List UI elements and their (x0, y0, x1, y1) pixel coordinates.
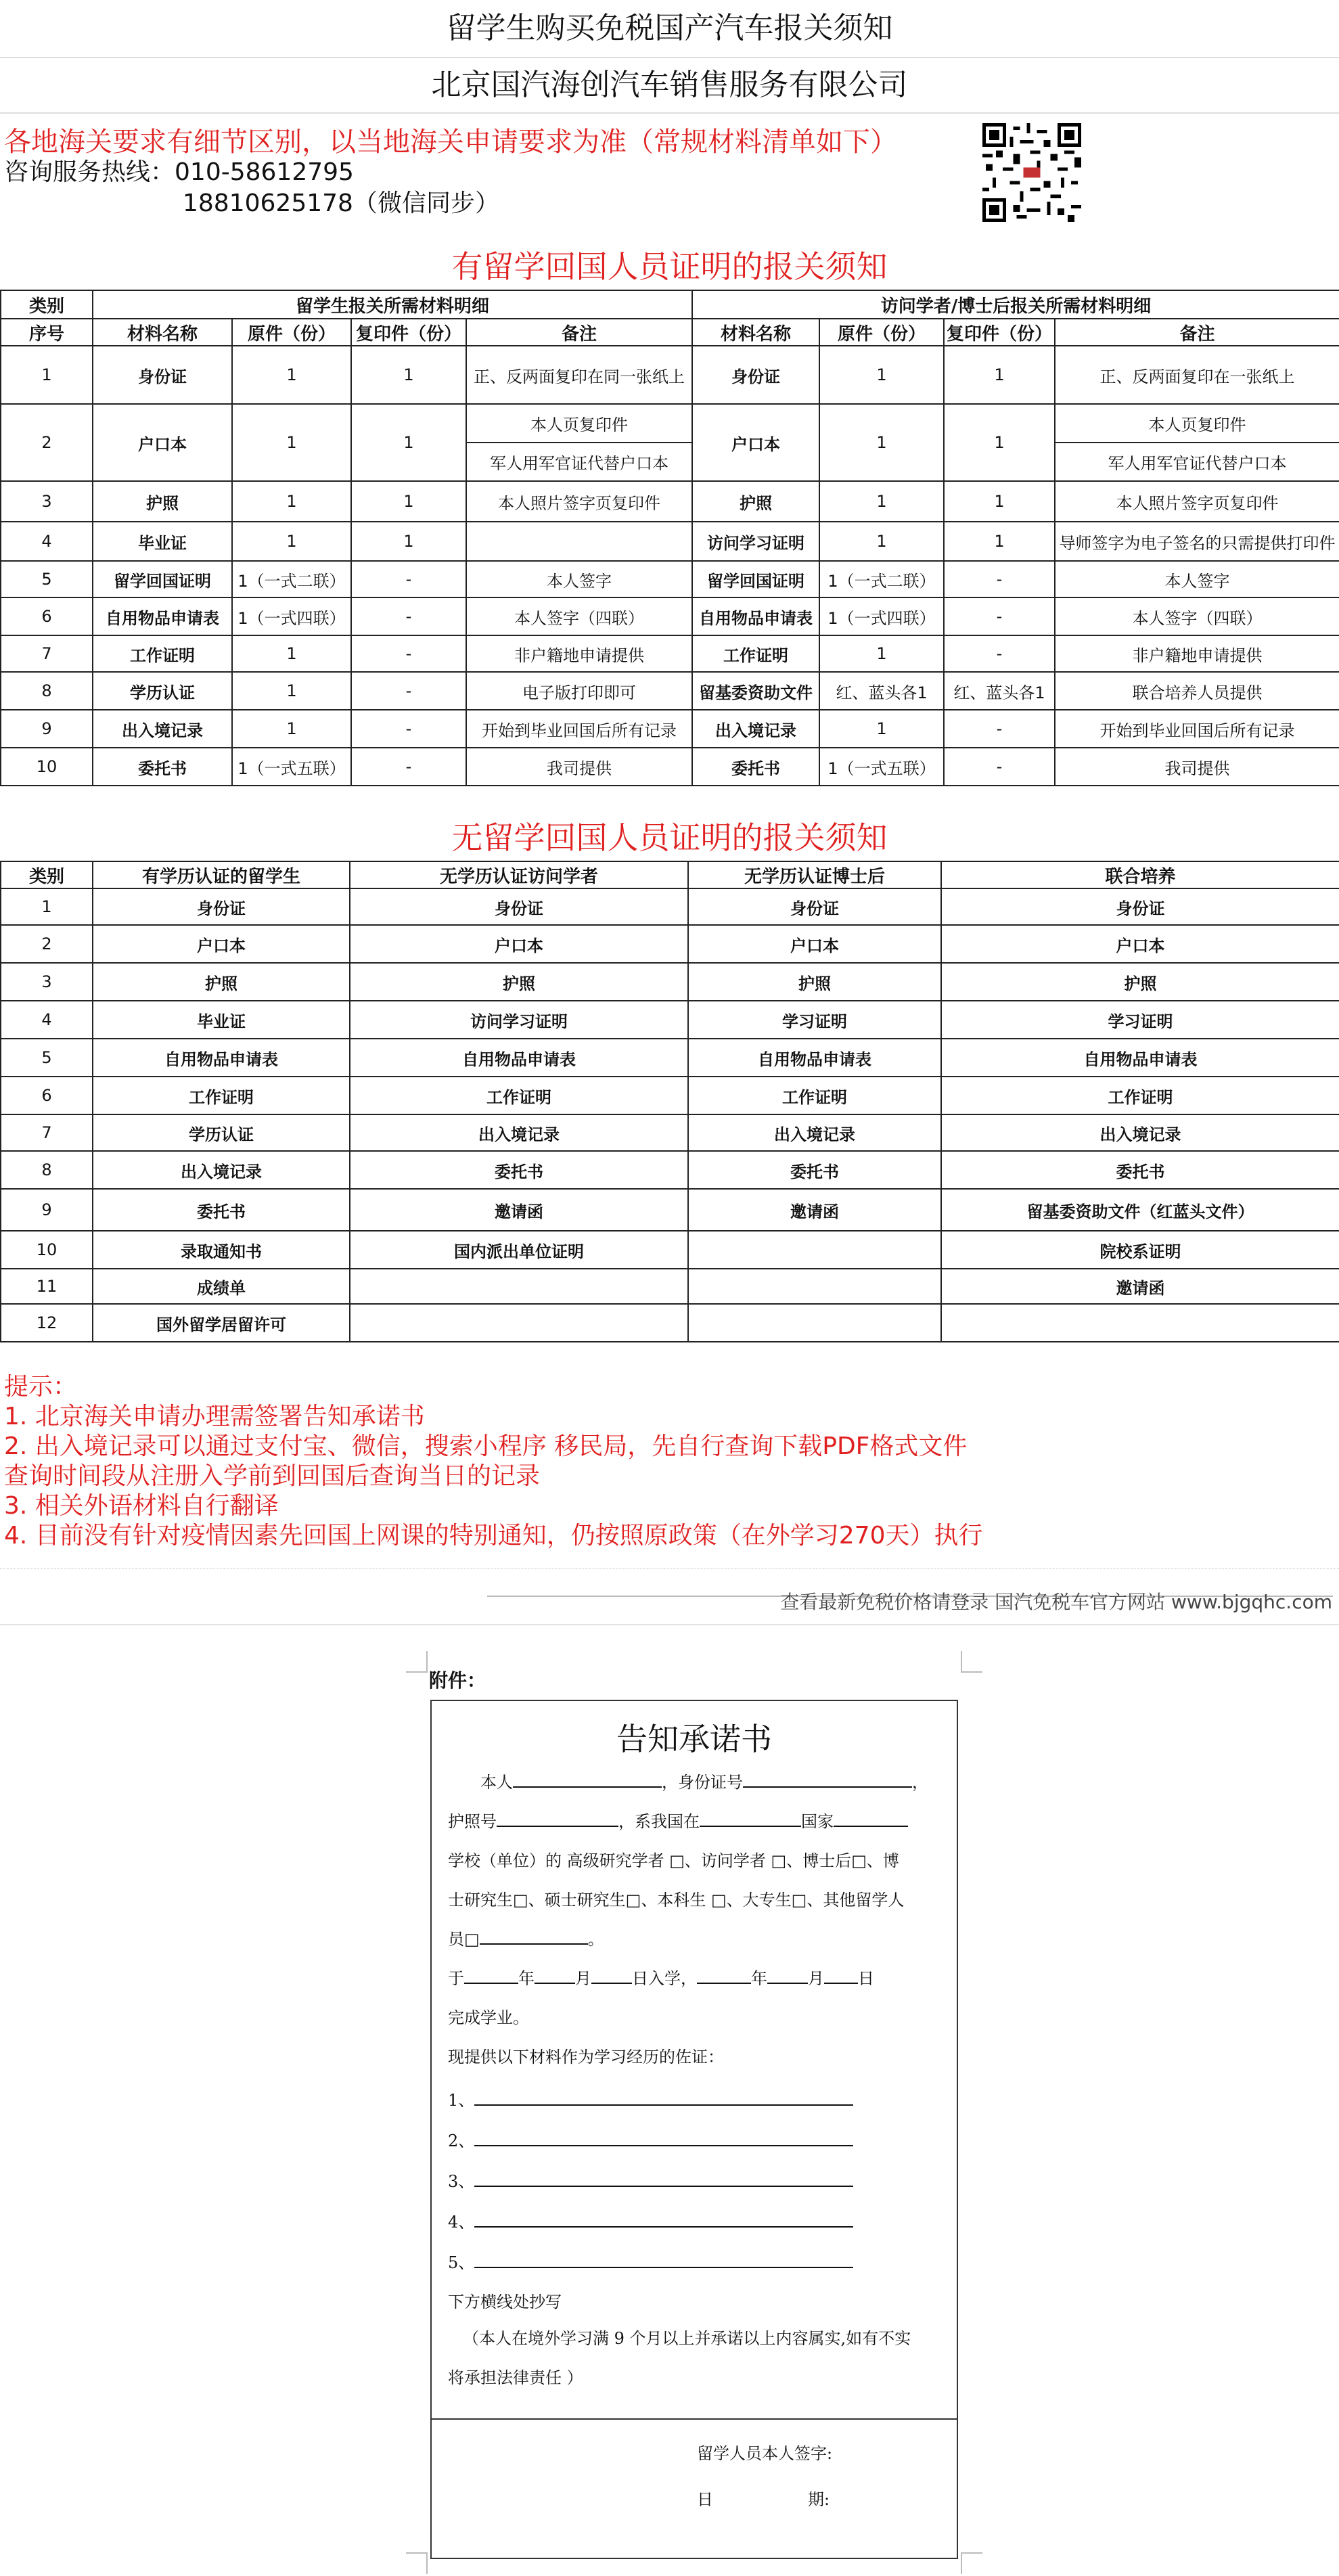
original-count: 1（一式五联） (819, 748, 944, 786)
form-line-5: 员□ 。 (448, 1930, 604, 1949)
crop-mark (961, 1651, 982, 1673)
material-name: 护照 (350, 963, 688, 1001)
material-name: 自用物品申请表 (93, 597, 232, 635)
header-copy: 复印件（份） (944, 319, 1055, 346)
header-no: 序号 (1, 319, 93, 346)
row-number: 5 (1, 561, 93, 597)
row-number: 10 (1, 748, 93, 786)
material-name: 毕业证 (93, 1001, 350, 1039)
remark: 本人签字（四联） (466, 597, 692, 635)
copy-count: - (944, 710, 1055, 748)
remark: 军人用军官证代替户口本 (466, 443, 692, 481)
material-name: 身份证 (350, 888, 688, 925)
tips-label: 提示： (4, 1373, 78, 1401)
material-name: 学习证明 (941, 1001, 1339, 1039)
crop-mark (406, 2552, 428, 2574)
table-row (1, 346, 1339, 404)
material-name: 出入境记录 (692, 710, 819, 748)
material-name: 自用物品申请表 (93, 1039, 350, 1077)
material-name: 身份证 (93, 888, 350, 925)
row-number: 3 (1, 963, 93, 1001)
remark (466, 522, 692, 561)
material-name: 访问学习证明 (350, 1001, 688, 1039)
material-name: 自用物品申请表 (350, 1039, 688, 1077)
material-name: 出入境记录 (941, 1114, 1339, 1151)
hotline (4, 157, 354, 188)
header-orig: 原件（份） (232, 319, 351, 346)
table-header-row (1, 861, 1339, 888)
header-group-left: 留学生报关所需材料明细 (93, 290, 692, 319)
form-line-3: 学校（单位）的 高级研究学者 □、访问学者 □、博士后□、博 (448, 1851, 899, 1870)
material-name: 户口本 (350, 925, 688, 963)
remark: 开始到毕业回国后所有记录 (1055, 710, 1339, 748)
table-with-certificate (0, 290, 1339, 786)
row-number: 2 (1, 925, 93, 963)
hotline-number-1: 010-58612795 (175, 158, 354, 186)
material-name: 护照 (692, 481, 819, 522)
row-number: 1 (1, 888, 93, 925)
row-number: 7 (1, 635, 93, 672)
original-count: 1（一式二联） (232, 561, 351, 597)
material-name (688, 1304, 941, 1342)
material-name (350, 1269, 688, 1304)
evidence-line: 5、 (448, 2249, 853, 2273)
material-name: 访问学习证明 (692, 522, 819, 561)
material-name: 学历认证 (93, 1114, 350, 1151)
material-name: 国外留学居留许可 (93, 1304, 350, 1342)
header-category: 类别 (1, 290, 93, 319)
material-name: 身份证 (692, 346, 819, 404)
material-name: 邀请函 (688, 1189, 941, 1231)
remark: 电子版打印即可 (466, 672, 692, 710)
material-name: 邀请函 (941, 1269, 1339, 1304)
material-name: 自用物品申请表 (692, 597, 819, 635)
material-name: 工作证明 (93, 1077, 350, 1114)
copy-count: - (351, 710, 466, 748)
copy-count: - (944, 748, 1055, 786)
original-count: 1 (819, 481, 944, 522)
evidence-line: 4、 (448, 2209, 853, 2232)
material-name: 护照 (688, 963, 941, 1001)
material-name: 出入境记录 (688, 1114, 941, 1151)
date-label: 日 期: (697, 2490, 830, 2509)
material-name: 留基委资助文件（红蓝头文件） (941, 1189, 1339, 1231)
table-without-certificate (0, 861, 1339, 1342)
original-count: 1 (819, 404, 944, 481)
table-row (1, 481, 1339, 522)
copy-count: - (351, 748, 466, 786)
remark: 非户籍地申请提供 (466, 635, 692, 672)
remark: 本人照片签字页复印件 (1055, 481, 1339, 522)
row-number: 9 (1, 710, 93, 748)
qr-code-icon (982, 123, 1081, 222)
material-name: 委托书 (350, 1151, 688, 1189)
remark: 本人签字 (1055, 561, 1339, 597)
row-number: 1 (1, 346, 93, 404)
material-name: 留学回国证明 (93, 561, 232, 597)
material-name: 委托书 (93, 1189, 350, 1231)
material-name: 学习证明 (688, 1001, 941, 1039)
row-number: 11 (1, 1269, 93, 1304)
material-name: 委托书 (692, 748, 819, 786)
original-count: 1（一式四联） (819, 597, 944, 635)
copy-count: - (944, 561, 1055, 597)
row-number: 9 (1, 1189, 93, 1231)
tip-item: 4. 目前没有针对疫情因素先回国上网课的特别通知，仍按照原政策（在外学习270天）执行 (4, 1522, 983, 1550)
table-row (1, 635, 1339, 672)
material-name: 身份证 (941, 888, 1339, 925)
remark: 本人页复印件 (466, 404, 692, 443)
material-name: 护照 (93, 963, 350, 1001)
copy-count: 1 (944, 404, 1055, 481)
material-name (350, 1304, 688, 1342)
table-row (1, 1304, 1339, 1342)
copy-count: - (944, 635, 1055, 672)
material-name: 户口本 (941, 925, 1339, 963)
evidence-line: 2、 (448, 2127, 853, 2151)
row-number: 4 (1, 522, 93, 561)
form-title: 告知承诺书 (616, 1721, 772, 1757)
row-number: 6 (1, 1077, 93, 1114)
divider (432, 2418, 957, 2420)
table-row (1, 888, 1339, 925)
pledge-form (430, 1700, 958, 2559)
copy-instruction: 下方横线处抄写 (448, 2292, 562, 2311)
divider (0, 1624, 1339, 1625)
material-name: 工作证明 (93, 635, 232, 672)
original-count: 1 (232, 404, 351, 481)
copy-count: - (351, 635, 466, 672)
material-name: 户口本 (692, 404, 819, 481)
remark: 正、反两面复印在同一张纸上 (466, 346, 692, 404)
official-website-link[interactable]: 查看最新免税价格请登录 国汽免税车官方网站 www.bjgqhc.com (780, 1591, 1332, 1613)
row-number: 12 (1, 1304, 93, 1342)
table-row (1, 522, 1339, 561)
material-name: 出入境记录 (350, 1114, 688, 1151)
column-header: 无学历认证博士后 (688, 861, 941, 888)
original-count: 1 (232, 481, 351, 522)
material-name: 自用物品申请表 (941, 1039, 1339, 1077)
material-name: 留基委资助文件 (692, 672, 819, 710)
pledge-text: 将承担法律责任 ） (448, 2368, 583, 2387)
original-count: 1（一式四联） (232, 597, 351, 635)
original-count: 红、蓝头各1 (819, 672, 944, 710)
signature-label: 留学人员本人签字: (697, 2444, 833, 2463)
remark: 导师签字为电子签名的只需提供打印件 (1055, 522, 1339, 561)
table-row (1, 925, 1339, 963)
material-name: 工作证明 (941, 1077, 1339, 1114)
table-row (1, 710, 1339, 748)
material-name: 邀请函 (350, 1189, 688, 1231)
material-name: 工作证明 (688, 1077, 941, 1114)
material-name: 委托书 (93, 748, 232, 786)
material-name: 工作证明 (692, 635, 819, 672)
crop-mark (406, 1651, 428, 1673)
header-group-right: 访问学者/博士后报关所需材料明细 (692, 290, 1339, 319)
header-copy: 复印件（份） (351, 319, 466, 346)
material-name: 出入境记录 (93, 710, 232, 748)
table-row (1, 1151, 1339, 1189)
material-name: 毕业证 (93, 522, 232, 561)
table-row (1, 404, 1339, 443)
hotline-number-2: 18810625178（微信同步） (183, 189, 499, 217)
material-name: 户口本 (93, 925, 350, 963)
row-number: 4 (1, 1001, 93, 1039)
row-number: 3 (1, 481, 93, 522)
column-header: 无学历认证访问学者 (350, 861, 688, 888)
remark: 本人签字（四联） (1055, 597, 1339, 635)
page-title: 留学生购买免税国产汽车报关须知 (0, 0, 1339, 58)
table-row (1, 748, 1339, 786)
original-count: 1（一式二联） (819, 561, 944, 597)
original-count: 1 (232, 522, 351, 561)
table-row (1, 672, 1339, 710)
row-number: 10 (1, 1231, 93, 1269)
table-row (1, 963, 1339, 1001)
material-name: 身份证 (93, 346, 232, 404)
copy-count: - (944, 597, 1055, 635)
material-name: 国内派出单位证明 (350, 1231, 688, 1269)
tip-item: 1. 北京海关申请办理需签署告知承诺书 (4, 1403, 425, 1430)
column-header: 联合培养 (941, 861, 1339, 888)
copy-count: - (351, 597, 466, 635)
table-row (1, 1039, 1339, 1077)
tip-item: 3. 相关外语材料自行翻译 (4, 1492, 279, 1520)
copy-count: - (351, 672, 466, 710)
material-name: 录取通知书 (93, 1231, 350, 1269)
remark: 本人照片签字页复印件 (466, 481, 692, 522)
remark: 本人签字 (466, 561, 692, 597)
table-row (1, 1077, 1339, 1114)
form-line-4: 士研究生□、硕士研究生□、本科生 □、大专生□、其他留学人 (448, 1891, 905, 1910)
material-name: 身份证 (688, 888, 941, 925)
copy-count: - (351, 561, 466, 597)
material-name (688, 1231, 941, 1269)
evidence-line: 3、 (448, 2168, 853, 2192)
table-row (1, 1269, 1339, 1304)
copy-count: 1 (351, 481, 466, 522)
row-number: 5 (1, 1039, 93, 1077)
divider (0, 1568, 1339, 1569)
copy-count: 1 (351, 404, 466, 481)
table-row (1, 561, 1339, 597)
column-header: 类别 (1, 861, 93, 888)
section2-title: 无留学回国人员证明的报关须知 (451, 819, 888, 856)
crop-mark (961, 2552, 982, 2574)
material-name: 留学回国证明 (692, 561, 819, 597)
customs-notice: 各地海关要求有细节区别，以当地海关申请要求为准（常规材料清单如下） (4, 127, 897, 158)
original-count: 1 (232, 710, 351, 748)
header-orig: 原件（份） (819, 319, 944, 346)
tip-item: 2. 出入境记录可以通过支付宝、微信，搜索小程序 移民局，先自行查询下载PDF格式文件 (4, 1432, 968, 1460)
table-row (1, 1114, 1339, 1151)
remark: 军人用军官证代替户口本 (1055, 443, 1339, 481)
original-count: 1（一式五联） (232, 748, 351, 786)
table-row (1, 1231, 1339, 1269)
form-line-7: 完成学业。 (448, 2008, 529, 2027)
material-name: 自用物品申请表 (688, 1039, 941, 1077)
copy-count: 1 (351, 522, 466, 561)
remark: 正、反两面复印在一张纸上 (1055, 346, 1339, 404)
remark: 我司提供 (466, 748, 692, 786)
material-name: 成绩单 (93, 1269, 350, 1304)
copy-count: 1 (944, 481, 1055, 522)
row-number: 6 (1, 597, 93, 635)
material-name: 院校系证明 (941, 1231, 1339, 1269)
material-name: 户口本 (688, 925, 941, 963)
form-line-2: 护照号 ，系我国在 国家 (448, 1808, 908, 1832)
copy-count: 1 (944, 346, 1055, 404)
material-name: 护照 (93, 481, 232, 522)
original-count: 1 (819, 635, 944, 672)
evidence-line: 1、 (448, 2087, 853, 2110)
original-count: 1 (819, 522, 944, 561)
material-name: 委托书 (941, 1151, 1339, 1189)
remark: 联合培养人员提供 (1055, 672, 1339, 710)
tip-item: 查询时间段从注册入学前到回国后查询当日的记录 (4, 1462, 541, 1490)
material-name: 户口本 (93, 404, 232, 481)
original-count: 1 (232, 672, 351, 710)
header-note: 备注 (466, 319, 692, 346)
header-name: 材料名称 (692, 319, 819, 346)
material-name: 工作证明 (350, 1077, 688, 1114)
remark: 本人页复印件 (1055, 404, 1339, 443)
copy-count: 红、蓝头各1 (944, 672, 1055, 710)
company-name: 北京国汽海创汽车销售服务有限公司 (0, 58, 1339, 114)
section1-title: 有留学回国人员证明的报关须知 (451, 248, 888, 285)
form-line-1: 本人 ，身份证号 ， (480, 1773, 928, 1792)
table-header-row (1, 319, 1339, 346)
remark: 非户籍地申请提供 (1055, 635, 1339, 672)
row-number: 8 (1, 1151, 93, 1189)
material-name: 护照 (941, 963, 1339, 1001)
row-number: 7 (1, 1114, 93, 1151)
material-name: 学历认证 (93, 672, 232, 710)
header-note: 备注 (1055, 319, 1339, 346)
form-line-6: 于 年 月 日入学， 年 月 日 (448, 1969, 874, 1988)
copy-count: 1 (944, 522, 1055, 561)
column-header: 有学历认证的留学生 (93, 861, 350, 888)
original-count: 1 (819, 346, 944, 404)
remark: 开始到毕业回国后所有记录 (466, 710, 692, 748)
pledge-text: （本人在境外学习满 9 个月以上并承诺以上内容属实,如有不实 (463, 2329, 911, 2348)
material-name (688, 1269, 941, 1304)
original-count: 1 (819, 710, 944, 748)
table-row (1, 597, 1339, 635)
original-count: 1 (232, 346, 351, 404)
hotline-label: 咨询服务热线： (4, 158, 175, 186)
remark: 我司提供 (1055, 748, 1339, 786)
table-row (1, 1001, 1339, 1039)
material-name: 出入境记录 (93, 1151, 350, 1189)
attachment-label: 附件： (429, 1669, 486, 1692)
table-row (1, 1189, 1339, 1231)
row-number: 8 (1, 672, 93, 710)
row-number: 2 (1, 404, 93, 481)
material-name: 委托书 (688, 1151, 941, 1189)
copy-count: 1 (351, 346, 466, 404)
table-header-row (1, 290, 1339, 319)
original-count: 1 (232, 635, 351, 672)
form-line-8: 现提供以下材料作为学习经历的佐证： (448, 2048, 724, 2066)
header-name: 材料名称 (93, 319, 232, 346)
material-name (941, 1304, 1339, 1342)
